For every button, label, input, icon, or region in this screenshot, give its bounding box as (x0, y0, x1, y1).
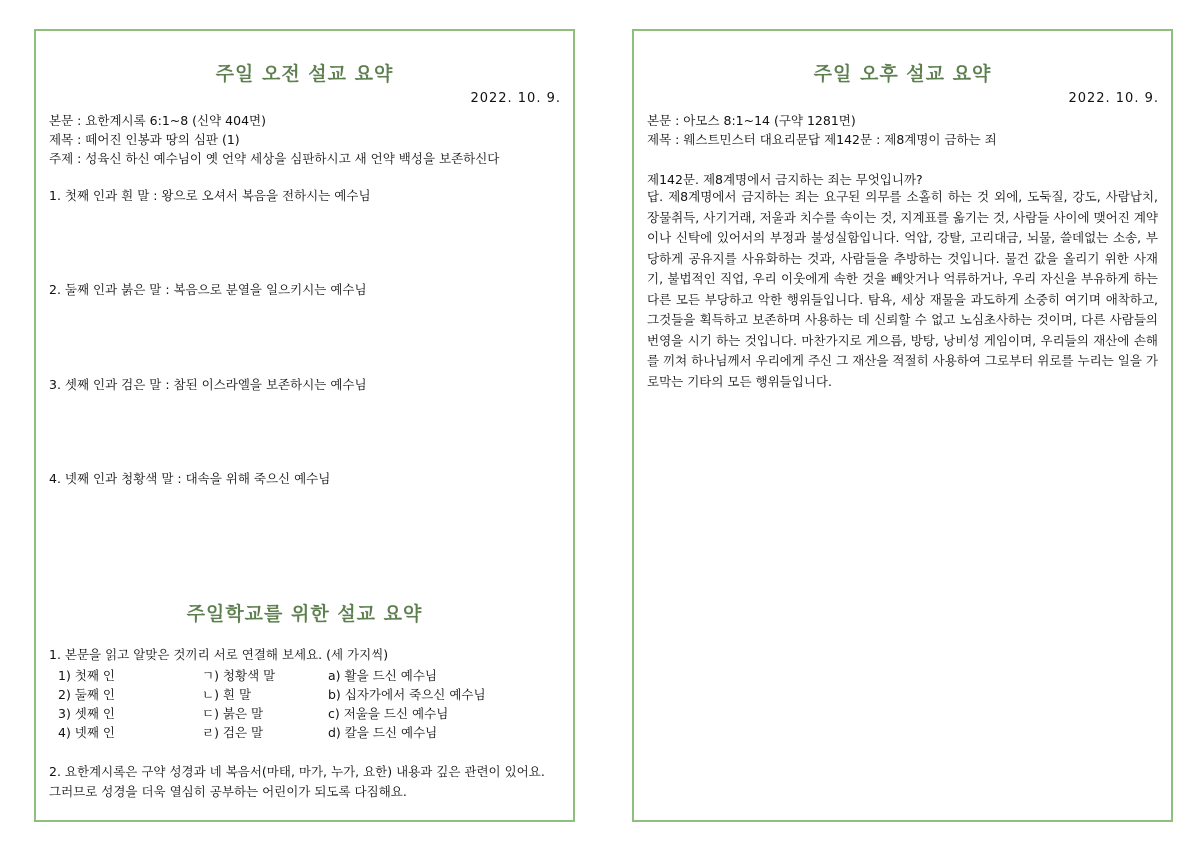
morning-point-2: 2. 둘째 인과 붉은 말 : 복음으로 분열을 일으키시는 예수님 (49, 282, 367, 297)
morning-theme: 주제 : 성육신 하신 예수님이 옛 언약 세상을 심판하시고 새 언약 백성을 보존하신다 (49, 151, 500, 166)
match-col2-item: ㄹ) 검은 말 (202, 725, 264, 740)
sunday-school-title: 주일학교를 위한 설교 요약 (186, 603, 423, 625)
morning-date: 2022. 10. 9. (470, 91, 561, 106)
match-col3-item: b) 십자가에서 죽으신 예수님 (328, 687, 486, 702)
morning-sermon-subject: 제목 : 떼어진 인봉과 땅의 심판 (1) (49, 132, 240, 147)
catechism-question: 제142문. 제8계명에서 금지하는 죄는 무엇입니까? (647, 172, 923, 187)
afternoon-sermon-page (632, 29, 1173, 822)
sunday-school-question-2-line2: 그러므로 성경을 더욱 열심히 공부하는 어린이가 되도록 다짐해요. (49, 784, 407, 799)
catechism-answer: 답. 제8계명에서 금지하는 죄는 요구된 의무를 소홀히 하는 것 외에, 도둑질, 강도, 사람납치, 장물취득, 사기거래, 저울과 치수를 속이는 것, 지계표를 옮기는 것, 사람들 사이에 맺어진 계약이나 신탁에 있어서의 부정과 불성실함입니다. 억압, 강탈, 고리대금, 뇌물, 쓸데없는 소송, 부당하게 공유지를 사유화하는 것과, 사람들을 추방하는 것입니다. 물건 값을 올리기 위한 사재기, 불법적인 직업, 우리 이웃에게 속한 것을 빼앗거나 억류하거나, 우리 자신을 부유하게 하는 다른 모든 부당하고 악한 행위들입니다. 탐욕, 세상 재물을 과도하게 소중히 여기며 애착하고, 그것들을 획득하고 보존하며 사용하는 데 신뢰할 수 없고 노심초사하는 것이며, 다른 사람들의 번영을 시기 하는 것입니다. 마찬가지로 게으름, 방탕, 낭비성 게임이며, 우리들의 재산에 손해를 끼쳐 하나님께서 우리에게 주신 그 재산을 적절히 사용하여 그로부터 위로를 누리는 일을 가로막는 기타의 모든 행위들입니다. (647, 189, 1158, 389)
match-col3-item: d) 칼을 드신 예수님 (328, 725, 438, 740)
match-col2-item: ㄷ) 붉은 말 (202, 706, 264, 721)
match-col3-item: c) 저울을 드신 예수님 (328, 706, 449, 721)
afternoon-date: 2022. 10. 9. (1068, 91, 1159, 106)
match-col1-item: 2) 둘째 인 (58, 687, 116, 702)
match-col3-item: a) 활을 드신 예수님 (328, 668, 437, 683)
match-col2-item: ㄴ) 흰 말 (202, 687, 252, 702)
match-col2-item: ㄱ) 청황색 말 (202, 668, 276, 683)
match-col1-item: 4) 넷째 인 (58, 725, 116, 740)
sunday-school-question-2-line1: 2. 요한계시록은 구약 성경과 네 복음서(마태, 마가, 누가, 요한) 내용과 깊은 관련이 있어요. (49, 764, 545, 779)
match-col1-item: 1) 첫째 인 (58, 668, 116, 683)
morning-point-1: 1. 첫째 인과 흰 말 : 왕으로 오셔서 복음을 전하시는 예수님 (49, 188, 371, 203)
morning-sermon-title: 주일 오전 설교 요약 (215, 63, 394, 85)
afternoon-sermon-subject: 제목 : 웨스트민스터 대요리문답 제142문 : 제8계명이 금하는 죄 (647, 132, 997, 147)
morning-sermon-page (34, 29, 575, 822)
afternoon-sermon-title: 주일 오후 설교 요약 (813, 63, 992, 85)
morning-point-4: 4. 넷째 인과 청황색 말 : 대속을 위해 죽으신 예수님 (49, 471, 331, 486)
morning-point-3: 3. 셋째 인과 검은 말 : 참된 이스라엘을 보존하시는 예수님 (49, 377, 367, 392)
sunday-school-question-1: 1. 본문을 읽고 알맞은 것끼리 서로 연결해 보세요. (세 가지씩) (49, 647, 389, 662)
match-col1-item: 3) 셋째 인 (58, 706, 116, 721)
afternoon-scripture: 본문 : 아모스 8:1~14 (구약 1281면) (647, 113, 856, 128)
morning-scripture: 본문 : 요한계시록 6:1~8 (신약 404면) (49, 113, 266, 128)
